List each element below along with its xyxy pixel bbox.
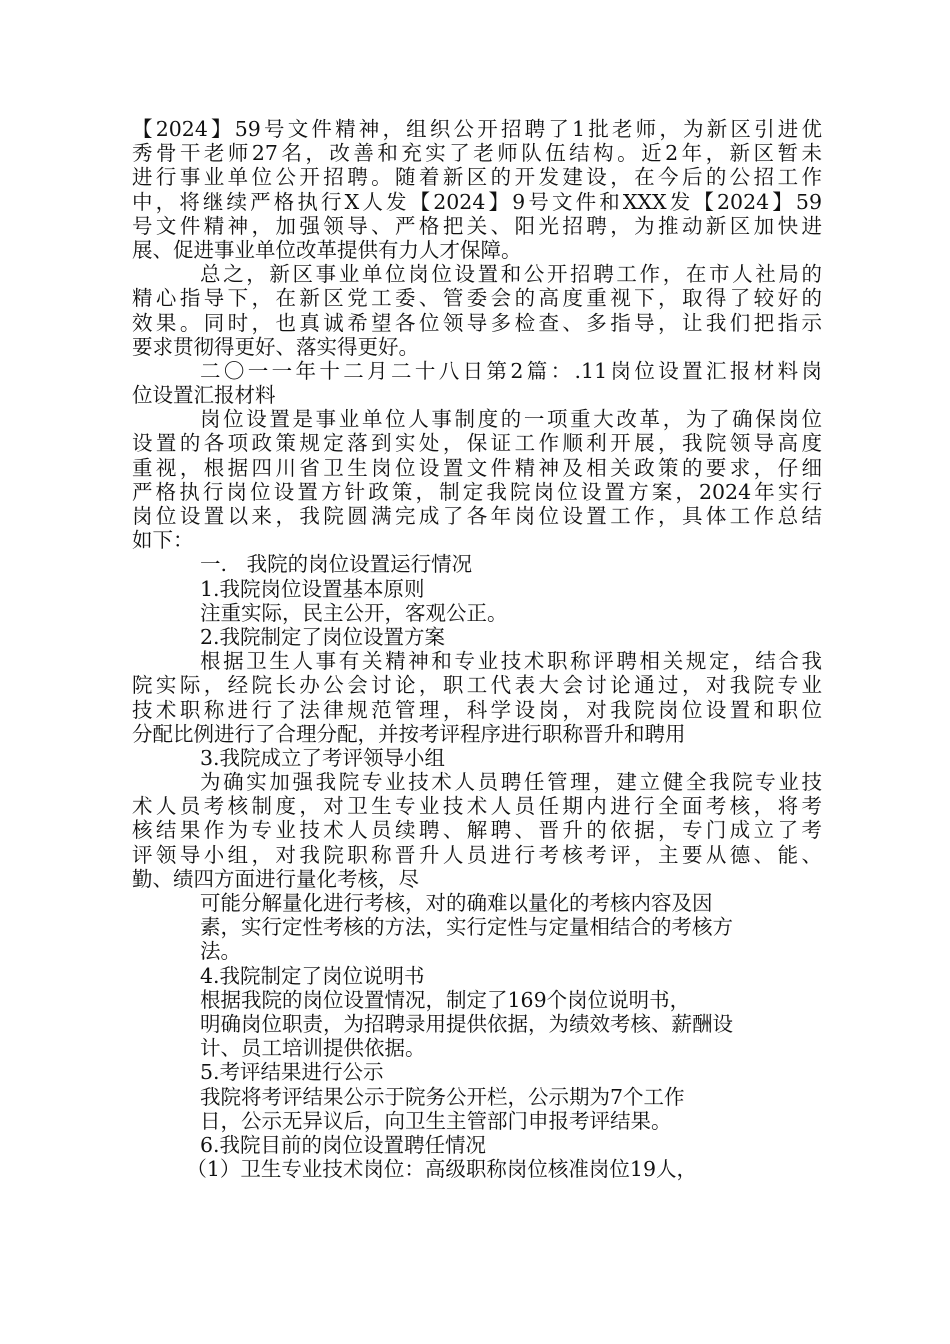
text-line: 展、促进事业单位改革提供有力人才保障。 xyxy=(132,237,522,262)
text-line: 分配比例进行了合理分配，并按考评程序进行职称晋升和聘用 xyxy=(132,721,686,746)
text-line: 素，实行定性考核的方法，实行定性与定量相结合的考核方 xyxy=(200,915,733,940)
text-line: 6.我院目前的岗位设置聘任情况 xyxy=(200,1132,487,1157)
text-line: 技术职称进行了法律规范管理，科学设岗，对我院岗位设置和职位 xyxy=(132,697,822,722)
text-line: （1）卫生专业技术岗位：高级职称岗位核准岗位19人， xyxy=(186,1157,698,1182)
text-line: 二〇一一年十二月二十八日第2篇：.11岗位设置汇报材料岗 xyxy=(200,358,822,383)
text-line: 根据卫生人事有关精神和专业技术职称评聘相关规定，结合我 xyxy=(200,649,822,674)
text-line: 核结果作为专业技术人员续聘、解聘、晋升的依据，专门成立了考 xyxy=(132,818,822,843)
text-line: 岗位设置是事业单位人事制度的一项重大改革，为了确保岗位 xyxy=(200,407,822,432)
text-line: 重视，根据四川省卫生岗位设置文件精神及相关政策的要求，仔细 xyxy=(132,455,822,480)
text-line: 明确岗位职责，为招聘录用提供依据，为绩效考核、薪酬设 xyxy=(200,1011,733,1036)
text-line: 设置的各项政策规定落到实处，保证工作顺利开展，我院领导高度 xyxy=(132,431,822,456)
text-line: 要求贯彻得更好、落实得更好。 xyxy=(132,334,419,359)
text-line: 如下： xyxy=(132,528,194,553)
text-line: 效果。同时，也真诚希望各位领导多检查、多指导，让我们把指示 xyxy=(132,310,822,335)
text-line: 为确实加强我院专业技术人员聘任管理，建立健全我院专业技 xyxy=(200,770,822,795)
document-body xyxy=(132,117,822,1181)
text-line: 位设置汇报材料 xyxy=(132,383,276,408)
text-line: 计、员工培训提供依据。 xyxy=(200,1036,426,1061)
text-line: 中，将继续严格执行X人发【2024】9号文件和XXX发【2024】59 xyxy=(132,189,822,214)
text-line: 严格执行岗位设置方针政策，制定我院岗位设置方案，2024年实行 xyxy=(132,479,822,504)
text-line: 3.我院成立了考评领导小组 xyxy=(200,745,446,770)
text-line: 勤、绩四方面进行量化考核，尽 xyxy=(132,866,419,891)
text-line: 秀骨干老师27名，改善和充实了老师队伍结构。近2年，新区暂未 xyxy=(132,141,822,166)
text-line: 精心指导下，在新区党工委、管委会的高度重视下，取得了较好的 xyxy=(132,286,822,311)
text-line: 院实际，经院长办公会讨论，职工代表大会讨论通过，对我院专业 xyxy=(132,673,822,698)
text-line: 4.我院制定了岗位说明书 xyxy=(200,963,425,988)
text-line: 法。 xyxy=(200,939,241,964)
text-line: 【2024】59号文件精神，组织公开招聘了1批老师，为新区引进优 xyxy=(132,117,822,141)
text-line: 2.我院制定了岗位设置方案 xyxy=(200,624,446,649)
text-line: 总之，新区事业单位岗位设置和公开招聘工作，在市人社局的 xyxy=(200,262,822,287)
text-line: 进行事业单位公开招聘。随着新区的开发建设，在今后的公招工作 xyxy=(132,165,822,190)
text-line: 术人员考核制度，对卫生专业技术人员任期内进行全面考核，将考 xyxy=(132,794,822,819)
text-line: 5.考评结果进行公示 xyxy=(200,1060,384,1085)
text-line: 可能分解量化进行考核，对的确难以量化的考核内容及因 xyxy=(200,891,713,915)
text-line: 评领导小组，对我院职称晋升人员进行考核考评，主要从德、能、 xyxy=(132,842,822,867)
text-line: 1.我院岗位设置基本原则 xyxy=(200,576,425,601)
text-line: 日，公示无异议后，向卫生主管部门申报考评结果。 xyxy=(200,1108,672,1133)
text-line: 注重实际，民主公开，客观公正。 xyxy=(200,600,508,625)
text-line: 根据我院的岗位设置情况，制定了169个岗位说明书， xyxy=(200,987,691,1012)
text-line: 我院将考评结果公示于院务公开栏，公示期为7个工作 xyxy=(200,1084,685,1109)
text-line: 岗位设置以来，我院圆满完成了各年岗位设置工作，具体工作总结 xyxy=(132,504,822,528)
text-line: 号文件精神，加强领导、严格把关、阳光招聘，为推动新区加快进 xyxy=(132,213,822,238)
text-line: 一. 我院的岗位设置运行情况 xyxy=(200,552,473,577)
